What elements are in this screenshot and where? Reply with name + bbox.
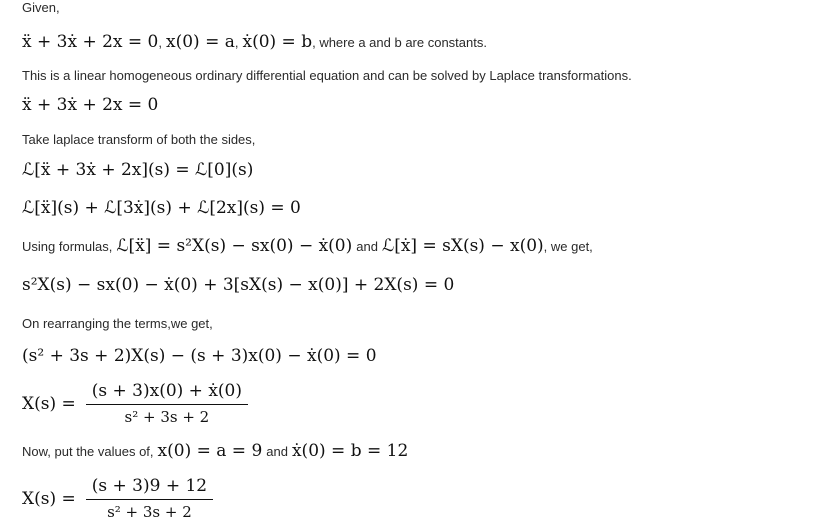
fraction-general <box>22 381 248 426</box>
given-line <box>22 32 487 52</box>
and-label: and <box>266 444 288 459</box>
value-x0: x(0) = a = 9 <box>157 441 263 461</box>
fraction-lhs: X(s) = <box>22 488 76 509</box>
we-get-label: , we get, <box>543 239 593 254</box>
fraction-numerator: (s + 3)x(0) + ẋ(0) <box>86 381 248 405</box>
initial-condition-xdot: ẋ(0) = b <box>242 32 313 52</box>
formulas-line <box>22 236 593 256</box>
equation-laplace-1: ℒ[ẍ + 3ẋ + 2x](s) = ℒ[0](s) <box>22 160 254 180</box>
paragraph-rearrange: On rearranging the terms,we get, <box>22 316 213 331</box>
separator-comma: , <box>234 35 239 50</box>
given-equation: ẍ + 3ẋ + 2x = 0 <box>22 32 159 52</box>
paragraph-take-laplace: Take laplace transform of both the sides, <box>22 132 256 147</box>
separator-comma: , <box>158 35 162 50</box>
and-label: and <box>356 239 378 254</box>
fraction-denominator: s² + 3s + 2 <box>124 408 210 426</box>
fraction-substituted <box>22 476 213 521</box>
fraction-denominator: s² + 3s + 2 <box>107 503 192 521</box>
equation-laplace-2: ℒ[ẍ](s) + ℒ[3ẋ](s) + ℒ[2x](s) = 0 <box>22 198 301 218</box>
value-xdot0: ẋ(0) = b = 12 <box>291 441 409 461</box>
values-line <box>22 441 408 461</box>
equation-substituted: s²X(s) − sx(0) − ẋ(0) + 3[sX(s) − x(0)] + 2X(s) = 0 <box>22 275 455 295</box>
fraction <box>86 381 248 426</box>
using-formulas-label: Using formulas, <box>22 239 113 254</box>
fraction-lhs: X(s) = <box>22 393 76 414</box>
equation-rearranged: (s² + 3s + 2)X(s) − (s + 3)x(0) − ẋ(0) = 0 <box>22 346 377 366</box>
fraction <box>86 476 213 521</box>
initial-condition-x: x(0) = a <box>166 32 235 52</box>
equation-ode: ẍ + 3ẋ + 2x = 0 <box>22 95 159 115</box>
given-label: Given, <box>22 0 60 15</box>
fraction-numerator: (s + 3)9 + 12 <box>86 476 213 500</box>
given-tail-text: , where a and b are constants. <box>312 35 487 50</box>
formula-first-derivative: ℒ[ẋ] = sX(s) − x(0) <box>381 236 544 256</box>
paragraph-linear-ode: This is a linear homogeneous ordinary differential equation and can be solved by Laplace transformations. <box>22 68 632 83</box>
put-values-label: Now, put the values of, <box>22 444 154 459</box>
formula-second-derivative: ℒ[ẍ] = s²X(s) − sx(0) − ẋ(0) <box>116 236 353 256</box>
